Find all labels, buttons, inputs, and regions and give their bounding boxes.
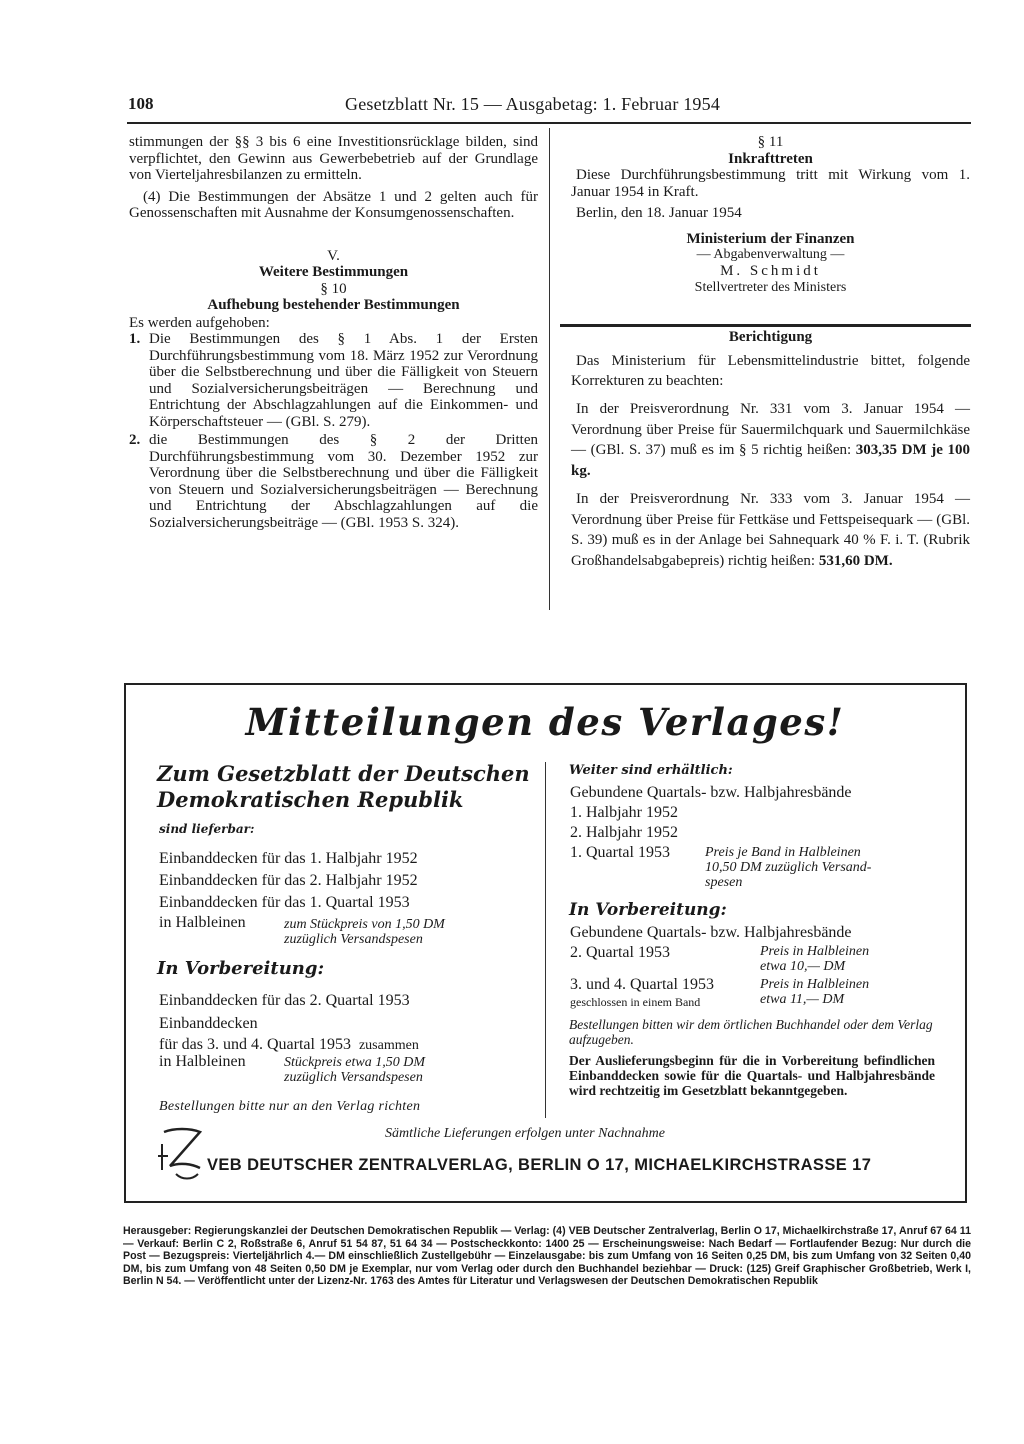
box-heading-line: Zum Gesetzblatt der Deutschen: [157, 761, 530, 786]
paragraph-4: (4) Die Bestimmungen der Absätze 1 und 2 gelten auch für Genossenschaften mit Ausnahme der Konsumgenossenschaften.: [129, 188, 538, 221]
signer-role: Stellvertreter des Ministers: [694, 279, 847, 295]
list-intro: Es werden aufgehoben:: [129, 314, 270, 331]
list-item: Einbanddecken für das 1. Halbjahr 1952: [159, 850, 418, 867]
list-item: 2. Quartal 1953: [570, 944, 670, 961]
price-note: [760, 944, 869, 974]
paragraph-continuation: stimmungen der §§ 3 bis 6 eine Investitionsrücklage bilden, sind verpflichtet, den Gewinn aus Gewerbebetrieb auf der Grundlage von Vierteljahresbilanzen zu ermitteln.: [129, 134, 538, 183]
list-item-number: 2.: [129, 432, 141, 448]
list-item-number: 1.: [129, 331, 141, 347]
list-item-text: die Bestimmungen des § 2 der Dritten Durchführungsbestimmung vom 30. Dezember 1952 zur Verordnung über die Selbstberechnung und über die Fälligkeit von Steuern und Sozialversicherungsbeiträgen — Berechnung und Entrichtung der Abschlagzahlungen auf die Sozialversicherungsbeiträge — (GBl. 1953 S. 324).: [149, 432, 538, 531]
column-separator: [549, 128, 550, 610]
price-line: zum Stückpreis von 1,50 DM: [284, 917, 445, 932]
paragraph-effective: Diese Durchführungsbestimmung tritt mit Wirkung vom 1. Januar 1954 in Kraft.: [571, 167, 970, 200]
list-item: Einbanddecken für das 2. Quartal 1953: [159, 992, 410, 1009]
price-line: zuzüglich Versandspesen: [284, 1070, 423, 1085]
binding-label: in Halbleinen: [159, 1053, 246, 1070]
correction-intro: Das Ministerium für Lebensmittelindustrie bittet, folgende Korrekturen zu beachten:: [571, 353, 970, 389]
list-item: Gebundene Quartals- bzw. Halbjahresbände: [570, 784, 852, 801]
publisher-notice-title: Mitteilungen des Verlages!: [245, 700, 845, 744]
list-item-text: Die Bestimmungen des § 1 Abs. 1 der Ersten Durchführungsbestimmung vom 18. März 1952 zur Verordnung über die Selbstberechnung und über die Fälligkeit von Steuern und Sozialversicherungsbeiträgen — Berechnung und Entrichtung der Abschlagzahlungen auf die Einkommen- und Körperschaftsteuer — (GBl. S. 279).: [149, 331, 538, 430]
ministry-name: Ministerium der Finanzen: [686, 230, 855, 247]
box-heading-line: Demokratischen Republik: [157, 787, 464, 812]
list-item: Einbanddecken: [159, 1015, 258, 1032]
imprint-footer: Herausgeber: Regierungskanzlei der Deutschen Demokratischen Republik — Verlag: (4) VEB Deutscher Zentralverlag, Berlin O 17, Michaelkirchstraße 17, Anruf 67 64 11 — Verkauf: Berlin C 2, Roßstraße 6, Anruf 51 54 87, 51 64 34 — Postscheckkonto: 1400 25 — Erscheinungsweise: Nach Bedarf — Fortlaufender Bezug: Nur durch die Post — Bezugspreis: Vierteljährlich 4.— DM einschließlich Zustellgebühr — Einzelausgabe: bis zum Umfang von 16 Seiten 0,25 DM, bis zum Umfang von 32 Seiten 0,40 DM, bis zum Umfang von 48 Seiten 0,50 DM je Exemplar, nur vom Verlag oder durch den Buchhandel beziehbar — Druck: (125) Greif Graphischer Großbetrieb, Werk I, Berlin N 54. — Veröffentlicht unter der Lizenz-Nr. 1763 des Amtes für Literatur und Verlagswesen der Deutschen Demokratischen Republik: [123, 1225, 971, 1287]
price-line: Preis in Halbleinen: [760, 944, 870, 959]
right-column: [571, 134, 970, 571]
price-note: [284, 917, 445, 947]
list-item: Gebundene Quartals- bzw. Halbjahresbände: [570, 924, 852, 941]
left-column: [129, 134, 538, 531]
paragraph-title-11: Inkrafttreten: [728, 150, 813, 167]
list-item: 1. Halbjahr 1952: [570, 804, 678, 821]
correction-item: [571, 399, 970, 481]
delivery-start-notice: Der Auslieferungsbeginn für die in Vorbereitung befindlichen Einbanddecken sowie für die Quartals- und Halbjahresbände wird rechtzeitig im Gesetzblatt bekanntgegeben.: [569, 1053, 935, 1098]
price-line: etwa 10,— DM: [760, 959, 846, 974]
binding-label: in Halbleinen: [159, 914, 246, 931]
section-number: V.: [327, 247, 340, 264]
price-line: etwa 11,— DM: [760, 992, 845, 1007]
paragraph-number-11: § 11: [757, 134, 784, 150]
page-header-title: Gesetzblatt Nr. 15 — Ausgabetag: 1. Februar 1954: [345, 94, 721, 114]
signer-name: M. Schmidt: [720, 263, 821, 279]
publisher-address: VEB DEUTSCHER ZENTRALVERLAG, BERLIN O 17, MICHAELKIRCHSTRASSE 17: [207, 1156, 872, 1174]
box-column-separator: [545, 762, 546, 1118]
available-list: [159, 848, 418, 914]
place-date: Berlin, den 18. Januar 1954: [576, 205, 742, 221]
price-line: Preis je Band in Halbleinen: [705, 845, 861, 860]
correction-item: [571, 489, 970, 571]
department-name: — Abgabenverwaltung —: [696, 247, 845, 262]
list-item: Einbanddecken für das 1. Quartal 1953: [159, 894, 410, 911]
list-item: 3. und 4. Quartal 1953: [570, 976, 714, 993]
correction-title: Berichtigung: [728, 328, 813, 345]
price-line: Stückpreis etwa 1,50 DM: [284, 1055, 426, 1070]
further-available-label: Weiter sind erhältlich:: [569, 763, 733, 778]
price-note: [705, 845, 871, 890]
delivery-terms: Sämtliche Lieferungen erfolgen unter Nachnahme: [385, 1126, 665, 1141]
list-item: [129, 432, 538, 531]
price-note: [760, 977, 869, 1007]
correction-text: In der Preisverordnung Nr. 333 vom 3. Januar 1954 — Verordnung über Preise für Fettkäse und Fettspeisequark — (GBl. S. 39) muß es in der Anlage bei Sahnequark 40 % F. i. T. (Rubrik Großhandelsabgabepreis) richtig heißen:: [571, 491, 970, 569]
list-item: [129, 331, 538, 430]
preparation-list: [159, 990, 419, 1056]
in-preparation-heading: In Vorbereitung:: [569, 900, 727, 920]
list-item-note: geschlossen in einem Band: [570, 995, 701, 1009]
list-item-text: für das 3. und 4. Quartal 1953: [159, 1036, 351, 1053]
price-line: zuzüglich Versandspesen: [284, 932, 423, 947]
header-rule: [127, 122, 971, 124]
correction-text: In der Preisverordnung Nr. 331 vom 3. Januar 1954 — Verordnung über Preise für Sauermilchquark und Sauermilchkäse — (GBl. S. 37) muß es im § 5 richtig heißen:: [571, 401, 970, 458]
order-note: Bestellungen bitten wir dem örtlichen Buchhandel oder dem Verlag aufzugeben.: [569, 1017, 933, 1047]
section-title: Weitere Bestimmungen: [258, 264, 409, 280]
price-line: 10,50 DM zuzüglich Versand-: [705, 860, 872, 875]
publisher-logo-icon: [156, 1126, 206, 1184]
box-heading: [157, 761, 530, 813]
price-line: spesen: [705, 875, 743, 890]
page-number: 108: [128, 94, 154, 113]
in-preparation-heading: In Vorbereitung:: [157, 958, 325, 979]
price-note: [284, 1055, 425, 1085]
paragraph-title-10: Aufhebung bestehender Bestimmungen: [207, 297, 460, 313]
price-line: Preis in Halbleinen: [760, 977, 870, 992]
right-column-rule: [560, 324, 971, 327]
available-label: sind lieferbar:: [159, 822, 255, 836]
list-item-note: zusammen: [358, 1038, 419, 1053]
paragraph-number-10: § 10: [320, 280, 347, 297]
correction-value: 303,35 DM je 100 kg.: [571, 442, 971, 479]
correction-value: 531,60 DM.: [818, 552, 893, 569]
list-item: 1. Quartal 1953: [570, 844, 670, 861]
list-item: 2. Halbjahr 1952: [570, 824, 678, 841]
order-note: Bestellungen bitte nur an den Verlag richten: [159, 1099, 421, 1114]
list-item: Einbanddecken für das 2. Halbjahr 1952: [159, 872, 418, 889]
